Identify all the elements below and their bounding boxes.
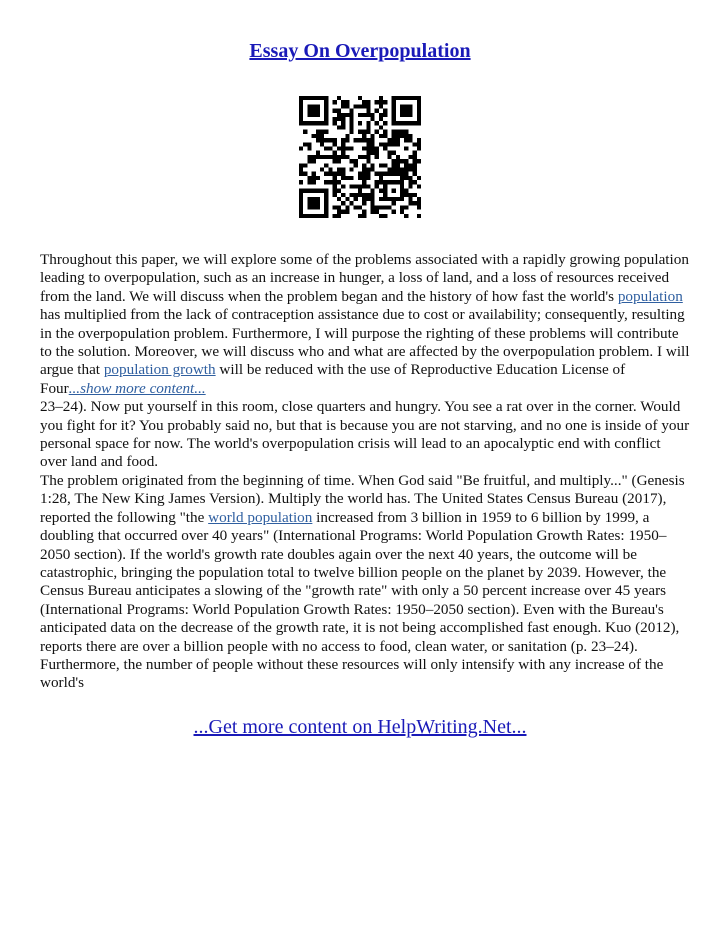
paragraph-1-text-b: has multiplied from the lack of contraception assistance due to cost or availability; consequently, resulting in the overpopulation problem. Furthermore, I will purpose the righting of these problems will contribute to the solution. Moreover, we will discuss who and what are affected by the overpopulation problem. I will argue that xyxy=(40,306,690,379)
paragraph-1 xyxy=(40,251,690,472)
population-link[interactable]: population xyxy=(617,287,683,305)
paragraph-1-text-c: will be reduced with the use of Reproductive Education License of Four xyxy=(40,361,626,397)
paragraph-1-text-d: 23–24). Now put yourself in this room, close quarters and hungry. You see a rat over in the corner. Would you fight for it? You probably said no, but that is because you are not starving, and no one is inside of your personal space for now. The world's overpopulation crisis will lead to an apocalyptic end with conflict over land and food. xyxy=(40,398,690,471)
paragraph-2-text-b: increased from 3 billion in 1959 to 6 billion by 1999, a doubling that occurred over 40 years" (International Programs: World Population Growth Rates: 1950–2050 section). If the world's growth rate doubles again over the next 40 years, the outcome will be catastrophic, bringing the population total to twelve billion people on the planet by 2039. However, the Census Bureau anticipates a slowing of the "growth rate" with only a 50 percent increase over 45 years (International Programs: World Population Growth Rates: 1950–2050 section). Even with the Bureau's anticipated data on the decrease of the growth rate, it is not being accomplished fast enough. Kuo (2012), reports there are over a billion people with no access to food, clean water, or sanitation (p. 23–24). Furthermore, the number of people without these resources will only intensify with any increase of the world's xyxy=(40,508,680,692)
get-more-content-link[interactable]: ...Get more content on HelpWriting.Net... xyxy=(193,716,527,738)
page-title xyxy=(0,40,720,63)
paragraph-1-text-a: Throughout this paper, we will explore some of the problems associated with a rapidly growing population leading to overpopulation, such as an increase in hunger, a loss of land, and a loss of resources received from the land. We will discuss when the problem began and the history of how fast the world's xyxy=(40,251,689,305)
title-link[interactable]: Essay On Overpopulation xyxy=(249,40,471,62)
footer xyxy=(0,716,720,739)
show-more-link[interactable]: ...show more content... xyxy=(68,379,206,397)
essay-body xyxy=(40,251,690,693)
paragraph-2-text-a: The problem originated from the beginning of time. When God said "Be fruitful, and multiply..." (Genesis 1:28, The New King James Version). Multiply the world has. The United States Census Bureau (2017), reported the following "the xyxy=(40,471,685,526)
world-population-link[interactable]: world population xyxy=(208,508,313,526)
paragraph-2 xyxy=(40,472,690,693)
population-growth-link[interactable]: population growth xyxy=(103,361,216,379)
qr-code-image xyxy=(299,96,421,218)
